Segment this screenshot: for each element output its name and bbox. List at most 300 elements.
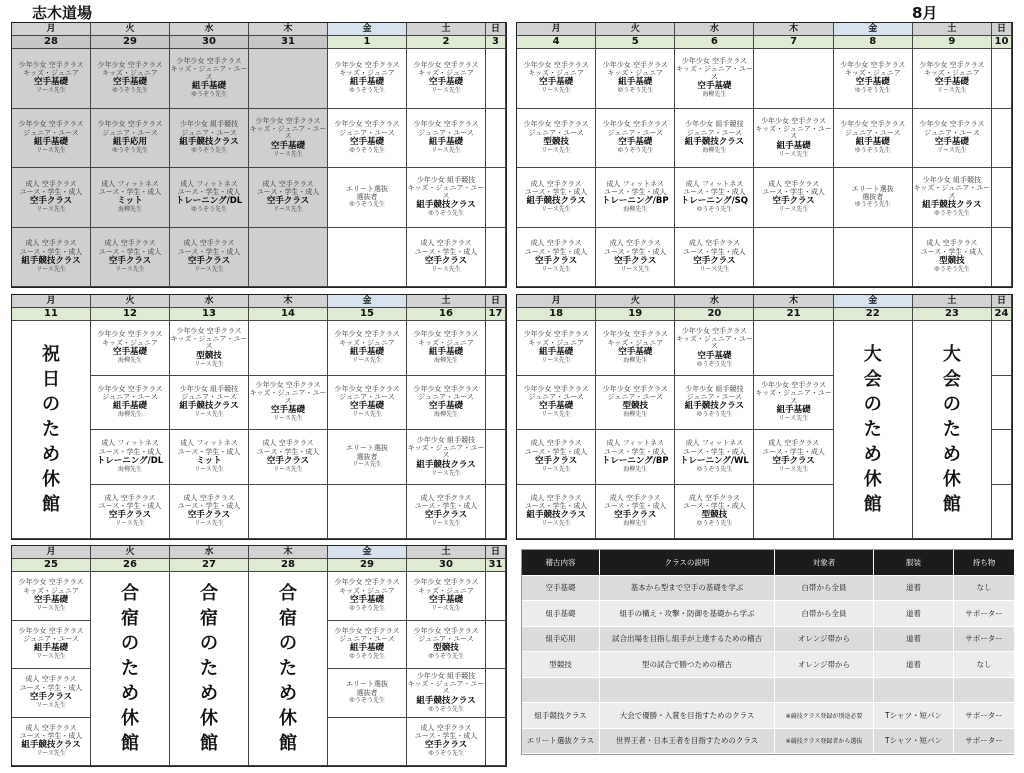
- closure-char: た: [279, 658, 297, 679]
- class-cell: [328, 321, 407, 376]
- date-cell: 29: [91, 36, 170, 49]
- class-cell: [517, 376, 596, 431]
- class-name: 空手基礎: [697, 81, 732, 92]
- class-name: 空手クラス: [424, 740, 468, 751]
- class-group: 成人 フィットネス: [606, 179, 665, 188]
- week-3-schedule: [11, 294, 507, 540]
- class-group: 成人 空手クラス: [609, 493, 661, 502]
- class-audience: ユース・学生・成人: [683, 502, 746, 511]
- instructor: 海柳先生: [702, 91, 727, 99]
- class-name: トレーニング/SQ: [680, 196, 749, 207]
- class-cell: [91, 49, 170, 109]
- closure-char: 休: [121, 708, 139, 729]
- empty-cell: [249, 321, 328, 376]
- class-cell: [675, 168, 754, 228]
- class-name: 空手クラス: [187, 255, 231, 266]
- date-cell: 16: [407, 308, 486, 321]
- class-group: 成人 空手クラス: [104, 493, 156, 502]
- class-group: 少年少女 空手クラス: [523, 384, 589, 393]
- weekday-header: 日: [992, 295, 1012, 308]
- weekday-header: 金: [328, 23, 407, 36]
- instructor: リース先生: [541, 206, 571, 214]
- instructor: ゆうぞう先生: [348, 201, 385, 209]
- sunday-cell: [992, 228, 1012, 288]
- week-2-schedule: [516, 22, 1013, 288]
- instructor: ゆうぞう先生: [348, 604, 385, 612]
- class-name: 空手基礎: [697, 350, 732, 361]
- instructor: リース先生: [431, 87, 461, 95]
- class-group: 成人 フィットネス: [685, 439, 744, 448]
- instructor: ゆうぞう先生: [696, 520, 733, 528]
- class-name: 組手競技クラス: [21, 255, 81, 266]
- class-audience: キッズ・ジュニア・ユース: [913, 184, 991, 200]
- class-cell: [834, 49, 913, 109]
- class-group: 少年少女 空手クラス: [761, 381, 827, 390]
- class-name: 組手基礎: [428, 346, 463, 357]
- class-group: 少年少女 空手クラス: [334, 330, 400, 339]
- class-audience: ユース・学生・成人: [603, 502, 667, 511]
- legend-header: 対象者: [775, 550, 874, 576]
- empty-cell: [328, 228, 407, 288]
- weekday-header: 日: [486, 546, 506, 559]
- sunday-cell: [486, 485, 506, 540]
- instructor: リース先生: [36, 750, 66, 758]
- class-audience: キッズ・ジュニア: [102, 69, 158, 78]
- class-name: 型競技: [701, 510, 728, 521]
- class-audience: ユース・学生・成人: [177, 247, 241, 256]
- class-cell: [407, 430, 486, 485]
- date-cell: 28: [12, 36, 91, 49]
- class-group: 少年少女 空手クラス: [255, 381, 321, 390]
- class-audience: ユース・学生・成人: [524, 247, 588, 256]
- instructor: リース先生: [541, 146, 571, 154]
- class-audience: キッズ・ジュニア: [102, 338, 158, 347]
- class-cell: [12, 228, 91, 288]
- instructor: リース先生: [778, 415, 809, 423]
- class-group: 少年少女 空手クラス: [413, 626, 479, 635]
- class-group: 少年少女 空手クラス: [97, 384, 163, 393]
- class-group: 少年少女 組手競技: [416, 435, 476, 444]
- class-audience: ユース・学生・成人: [920, 247, 984, 256]
- class-name: 空手クラス: [772, 196, 815, 207]
- class-group: 成人 空手クラス: [262, 179, 314, 188]
- instructor: ゆうぞう先生: [854, 87, 891, 95]
- class-audience: キッズ・ジュニア: [607, 69, 664, 78]
- class-group: 少年少女 空手クラス: [334, 60, 400, 69]
- legend-cell: [874, 678, 954, 704]
- instructor: リース先生: [115, 520, 145, 528]
- class-name: 空手クラス: [187, 510, 231, 521]
- class-cell: [407, 718, 486, 767]
- sunday-cell: [992, 485, 1012, 540]
- weekday-header: 金: [328, 546, 407, 559]
- empty-cell: [754, 321, 833, 376]
- class-name: 組手基礎: [349, 77, 384, 88]
- closure-char: め: [279, 683, 297, 704]
- class-audience: キッズ・ジュニア・ユース: [755, 389, 832, 405]
- class-name: 組手競技クラス: [922, 200, 982, 211]
- legend-cell: 世界王者・日本王者を目指すためのクラス: [600, 729, 775, 755]
- sunday-cell: [486, 228, 506, 288]
- weekday-header: 水: [170, 23, 249, 36]
- instructor: リース先生: [431, 604, 461, 612]
- class-cell: [328, 621, 407, 670]
- month-title: 8月: [912, 4, 938, 22]
- class-cell: [249, 430, 328, 485]
- week-4-schedule: [516, 294, 1013, 540]
- class-name: 空手基礎: [428, 77, 463, 88]
- class-audience: ユース・学生・成人: [256, 188, 320, 197]
- closure-char: 休: [863, 469, 882, 490]
- closure-char: め: [42, 444, 60, 465]
- class-cell: [754, 430, 833, 485]
- closure-char: た: [863, 419, 882, 440]
- date-cell: 20: [675, 308, 754, 321]
- class-cell: [170, 376, 249, 431]
- empty-cell: [328, 718, 407, 767]
- weekday-header: 日: [486, 23, 506, 36]
- class-group: 少年少女 空手クラス: [681, 326, 747, 335]
- class-audience: ジュニア・ユース: [528, 393, 584, 402]
- class-group: 少年少女 空手クラス: [413, 330, 479, 339]
- class-audience: ユース・学生・成人: [603, 447, 667, 456]
- class-cell: [91, 168, 170, 228]
- instructor: リース先生: [541, 265, 571, 273]
- class-audience: ユース・学生・成人: [603, 188, 667, 197]
- legend-cell: なし: [954, 652, 1015, 678]
- legend-cell: 組手競技クラス: [522, 703, 600, 729]
- sunday-cell: [992, 376, 1012, 431]
- class-name: 空手基礎: [428, 401, 463, 412]
- class-audience: ユース・学生・成人: [256, 447, 320, 456]
- sunday-cell: [486, 669, 506, 718]
- instructor: リース先生: [778, 150, 809, 158]
- closure-char: 日: [42, 369, 60, 390]
- legend-cell: Tシャツ・短パン: [874, 703, 954, 729]
- date-cell: 15: [328, 308, 407, 321]
- legend-cell: 白帯から全員: [775, 576, 874, 602]
- weekday-header: 土: [407, 295, 486, 308]
- legend-cell: エリート選抜クラス: [522, 729, 600, 755]
- instructor: 海柳先生: [117, 411, 142, 419]
- class-cell: [91, 228, 170, 288]
- class-name: 空手クラス: [266, 196, 310, 207]
- date-cell: 23: [913, 308, 992, 321]
- date-cell: 6: [675, 36, 754, 49]
- instructor: ゆうぞう先生: [111, 87, 148, 95]
- class-cell: [328, 168, 407, 228]
- date-cell: 25: [12, 559, 91, 572]
- class-group: 成人 空手クラス: [420, 723, 472, 732]
- instructor: リース先生: [431, 469, 461, 477]
- weekday-header: 火: [596, 23, 675, 36]
- class-audience: キッズ・ジュニア・ユース: [676, 334, 753, 351]
- date-cell: 26: [91, 559, 170, 572]
- class-cell: [596, 228, 675, 288]
- instructor: リース先生: [273, 465, 303, 473]
- class-cell: [913, 49, 992, 109]
- weekday-header: 土: [913, 295, 992, 308]
- closure-char: 館: [279, 733, 297, 754]
- instructor: リース先生: [541, 356, 571, 364]
- closure-char: 会: [942, 369, 961, 390]
- class-audience: ジュニア・ユース: [102, 128, 158, 137]
- instructor: ゆうぞう先生: [190, 206, 227, 214]
- weekday-header: 木: [754, 23, 833, 36]
- weekday-header: 水: [170, 295, 249, 308]
- class-cell: [249, 168, 328, 228]
- legend-cell: 型の試合で勝つための稽古: [600, 652, 775, 678]
- instructor: リース先生: [194, 265, 224, 273]
- legend-cell: 道着: [874, 652, 954, 678]
- class-name: 組手基礎: [112, 401, 147, 412]
- class-audience: キッズ・ジュニア・ユース: [755, 124, 832, 141]
- class-cell: [12, 621, 91, 670]
- class-audience: ジュニア・ユース: [418, 128, 474, 137]
- legend-header: クラスの説明: [600, 550, 775, 576]
- class-group: 成人 フィットネス: [101, 439, 159, 448]
- class-name: 型競技: [622, 401, 648, 412]
- instructor: リース先生: [194, 465, 224, 473]
- weekday-header: 木: [249, 546, 328, 559]
- class-cell: [596, 321, 675, 376]
- empty-cell: [249, 49, 328, 109]
- closure-notice: [170, 572, 249, 766]
- legend-cell: [954, 678, 1015, 704]
- legend-cell: [600, 678, 775, 704]
- legend-cell: 道着: [874, 576, 954, 602]
- closure-char: の: [42, 394, 60, 415]
- weekday-header: 火: [596, 295, 675, 308]
- class-name: 空手クラス: [424, 255, 468, 266]
- sunday-cell: [992, 49, 1012, 109]
- class-group: 少年少女 空手クラス: [334, 120, 400, 129]
- class-name: トレーニング/WL: [680, 455, 749, 466]
- instructor: 海柳先生: [623, 520, 648, 528]
- closure-char: め: [121, 683, 139, 704]
- instructor: ゆうぞう先生: [190, 91, 227, 99]
- class-name: 組手競技クラス: [416, 200, 476, 211]
- instructor: リース先生: [431, 265, 461, 273]
- class-name: トレーニング/DL: [175, 196, 243, 207]
- class-audience: ユース・学生・成人: [683, 447, 746, 456]
- instructor: リース先生: [699, 265, 730, 273]
- class-audience: ユース・学生・成人: [683, 188, 746, 197]
- date-cell: 8: [834, 36, 913, 49]
- date-cell: 1: [328, 36, 407, 49]
- class-audience: 選抜者: [356, 688, 378, 697]
- date-cell: 30: [170, 36, 249, 49]
- class-group: 少年少女 空手クラス: [18, 626, 84, 635]
- sunday-cell: [486, 168, 506, 228]
- class-group: 成人 空手クラス: [104, 239, 156, 248]
- date-cell: 7: [754, 36, 833, 49]
- date-cell: 28: [249, 559, 328, 572]
- class-cell: [407, 49, 486, 109]
- class-audience: ジュニア・ユース: [924, 128, 980, 137]
- week-1-schedule: [11, 22, 507, 288]
- class-name: 組手基礎: [349, 643, 384, 654]
- class-name: 型競技: [543, 136, 569, 147]
- class-audience: ジュニア・ユース: [607, 393, 663, 402]
- class-group: 成人 空手クラス: [926, 239, 978, 248]
- class-name: 空手基礎: [934, 77, 969, 88]
- date-cell: 22: [834, 308, 913, 321]
- closure-char: 合: [121, 583, 139, 604]
- date-cell: 18: [517, 308, 596, 321]
- class-cell: [407, 485, 486, 540]
- closure-char: た: [942, 419, 961, 440]
- class-cell: [328, 49, 407, 109]
- weekday-header: 火: [91, 295, 170, 308]
- closure-char: た: [121, 658, 139, 679]
- class-cell: [91, 430, 170, 485]
- class-cell: [407, 669, 486, 718]
- class-cell: [754, 109, 833, 169]
- weekday-header: 金: [328, 295, 407, 308]
- instructor: リース先生: [273, 150, 303, 158]
- class-audience: キッズ・ジュニア: [418, 69, 474, 78]
- class-group: 成人 空手クラス: [609, 239, 661, 248]
- date-cell: 17: [486, 308, 506, 321]
- instructor: ゆうぞう先生: [427, 210, 464, 218]
- closure-char: 休: [942, 469, 961, 490]
- class-cell: [328, 669, 407, 718]
- class-group: 少年少女 空手クラス: [602, 60, 668, 69]
- class-group: 少年少女 空手クラス: [334, 384, 400, 393]
- class-cell: [328, 430, 407, 485]
- class-group: 成人 空手クラス: [530, 179, 582, 188]
- closure-char: 宿: [279, 608, 297, 629]
- instructor: 海柳先生: [117, 206, 142, 214]
- closure-char: 合: [200, 583, 218, 604]
- class-name: 組手競技クラス: [526, 196, 586, 207]
- class-group: 成人 空手クラス: [768, 439, 820, 448]
- instructor: ゆうぞう先生: [617, 87, 654, 95]
- class-name: 組手競技クラス: [179, 401, 239, 412]
- empty-cell: [249, 228, 328, 288]
- class-group: 少年少女 空手クラス: [919, 120, 985, 129]
- date-cell: 4: [517, 36, 596, 49]
- class-name: 組手競技クラス: [416, 695, 476, 706]
- class-cell: [596, 168, 675, 228]
- class-cell: [328, 572, 407, 621]
- class-cell: [91, 321, 170, 376]
- legend-cell: サポーター: [954, 703, 1015, 729]
- class-group: 成人 空手クラス: [530, 239, 582, 248]
- legend-cell: [775, 678, 874, 704]
- sunday-cell: [486, 430, 506, 485]
- closure-char: の: [279, 633, 297, 654]
- instructor: リース先生: [273, 206, 303, 214]
- instructor: ゆうぞう先生: [696, 206, 733, 214]
- class-cell: [596, 49, 675, 109]
- weekday-header: 火: [91, 546, 170, 559]
- class-group: 少年少女 空手クラス: [602, 120, 668, 129]
- class-audience: ジュニア・ユース: [102, 393, 158, 402]
- instructor: リース先生: [36, 265, 66, 273]
- instructor: ゆうぞう先生: [854, 146, 891, 154]
- empty-cell: [328, 485, 407, 540]
- class-name: 組手基礎: [33, 136, 68, 147]
- class-group: 成人 フィットネス: [101, 179, 159, 188]
- date-cell: 30: [407, 559, 486, 572]
- class-cell: [675, 321, 754, 376]
- legend-header: 持ち物: [954, 550, 1015, 576]
- weekday-header: 金: [834, 295, 913, 308]
- class-cell: [170, 49, 249, 109]
- class-audience: ユース・学生・成人: [762, 447, 825, 456]
- class-audience: ユース・学生・成人: [177, 502, 241, 511]
- class-name: 空手基礎: [349, 594, 384, 605]
- class-cell: [834, 168, 913, 228]
- weekday-header: 土: [913, 23, 992, 36]
- class-name: 空手クラス: [614, 510, 657, 521]
- class-audience: キッズ・ジュニア・ユース: [170, 65, 248, 81]
- closure-char: 宿: [200, 608, 218, 629]
- legend-cell: 型競技: [522, 652, 600, 678]
- class-group: 少年少女 空手クラス: [681, 57, 747, 66]
- class-audience: ユース・学生・成人: [414, 732, 478, 741]
- class-audience: キッズ・ジュニア・ユース: [407, 679, 485, 696]
- legend-cell: 組手応用: [522, 627, 600, 653]
- instructor: リース先生: [778, 465, 809, 473]
- class-cell: [754, 168, 833, 228]
- class-cell: [913, 228, 992, 288]
- class-cell: [596, 109, 675, 169]
- class-group: 少年少女 空手クラス: [523, 330, 589, 339]
- class-cell: [596, 430, 675, 485]
- class-name: 空手基礎: [349, 401, 384, 412]
- week-5-schedule: [11, 545, 507, 767]
- class-cell: [675, 376, 754, 431]
- weekday-header: 火: [91, 23, 170, 36]
- class-cell: [517, 321, 596, 376]
- class-name: 型競技: [196, 350, 222, 361]
- class-audience: ジュニア・ユース: [418, 635, 474, 644]
- closure-char: め: [863, 444, 882, 465]
- class-name: 空手クラス: [29, 691, 73, 702]
- instructor: ゆうぞう先生: [617, 146, 654, 154]
- class-group: 少年少女 空手クラス: [18, 60, 84, 69]
- class-group: 少年少女 空手クラス: [413, 578, 479, 587]
- class-name: 空手基礎: [33, 77, 68, 88]
- closure-char: め: [942, 444, 961, 465]
- class-audience: ユース・学生・成人: [414, 502, 478, 511]
- closure-char: め: [200, 683, 218, 704]
- class-audience: キッズ・ジュニア・ユース: [407, 184, 485, 200]
- class-audience: ジュニア・ユース: [181, 393, 237, 402]
- date-cell: 5: [596, 36, 675, 49]
- instructor: リース先生: [36, 653, 66, 661]
- instructor: ゆうぞう先生: [933, 265, 970, 273]
- class-cell: [328, 376, 407, 431]
- class-cell: [407, 109, 486, 169]
- class-group: 少年少女 組手競技: [179, 120, 239, 129]
- class-cell: [12, 49, 91, 109]
- weekday-header: 木: [249, 23, 328, 36]
- dojo-title: 志木道場: [32, 4, 93, 22]
- class-group: エリート選抜: [346, 680, 388, 689]
- class-audience: ユース・学生・成人: [98, 447, 162, 456]
- class-group: 少年少女 組手競技: [179, 384, 239, 393]
- instructor: ゆうぞう先生: [348, 653, 385, 661]
- instructor: 海柳先生: [433, 411, 458, 419]
- legend-cell: [522, 678, 600, 704]
- empty-cell: [834, 228, 913, 288]
- instructor: ゆうぞう先生: [427, 705, 464, 713]
- class-audience: ジュニア・ユース: [844, 128, 901, 137]
